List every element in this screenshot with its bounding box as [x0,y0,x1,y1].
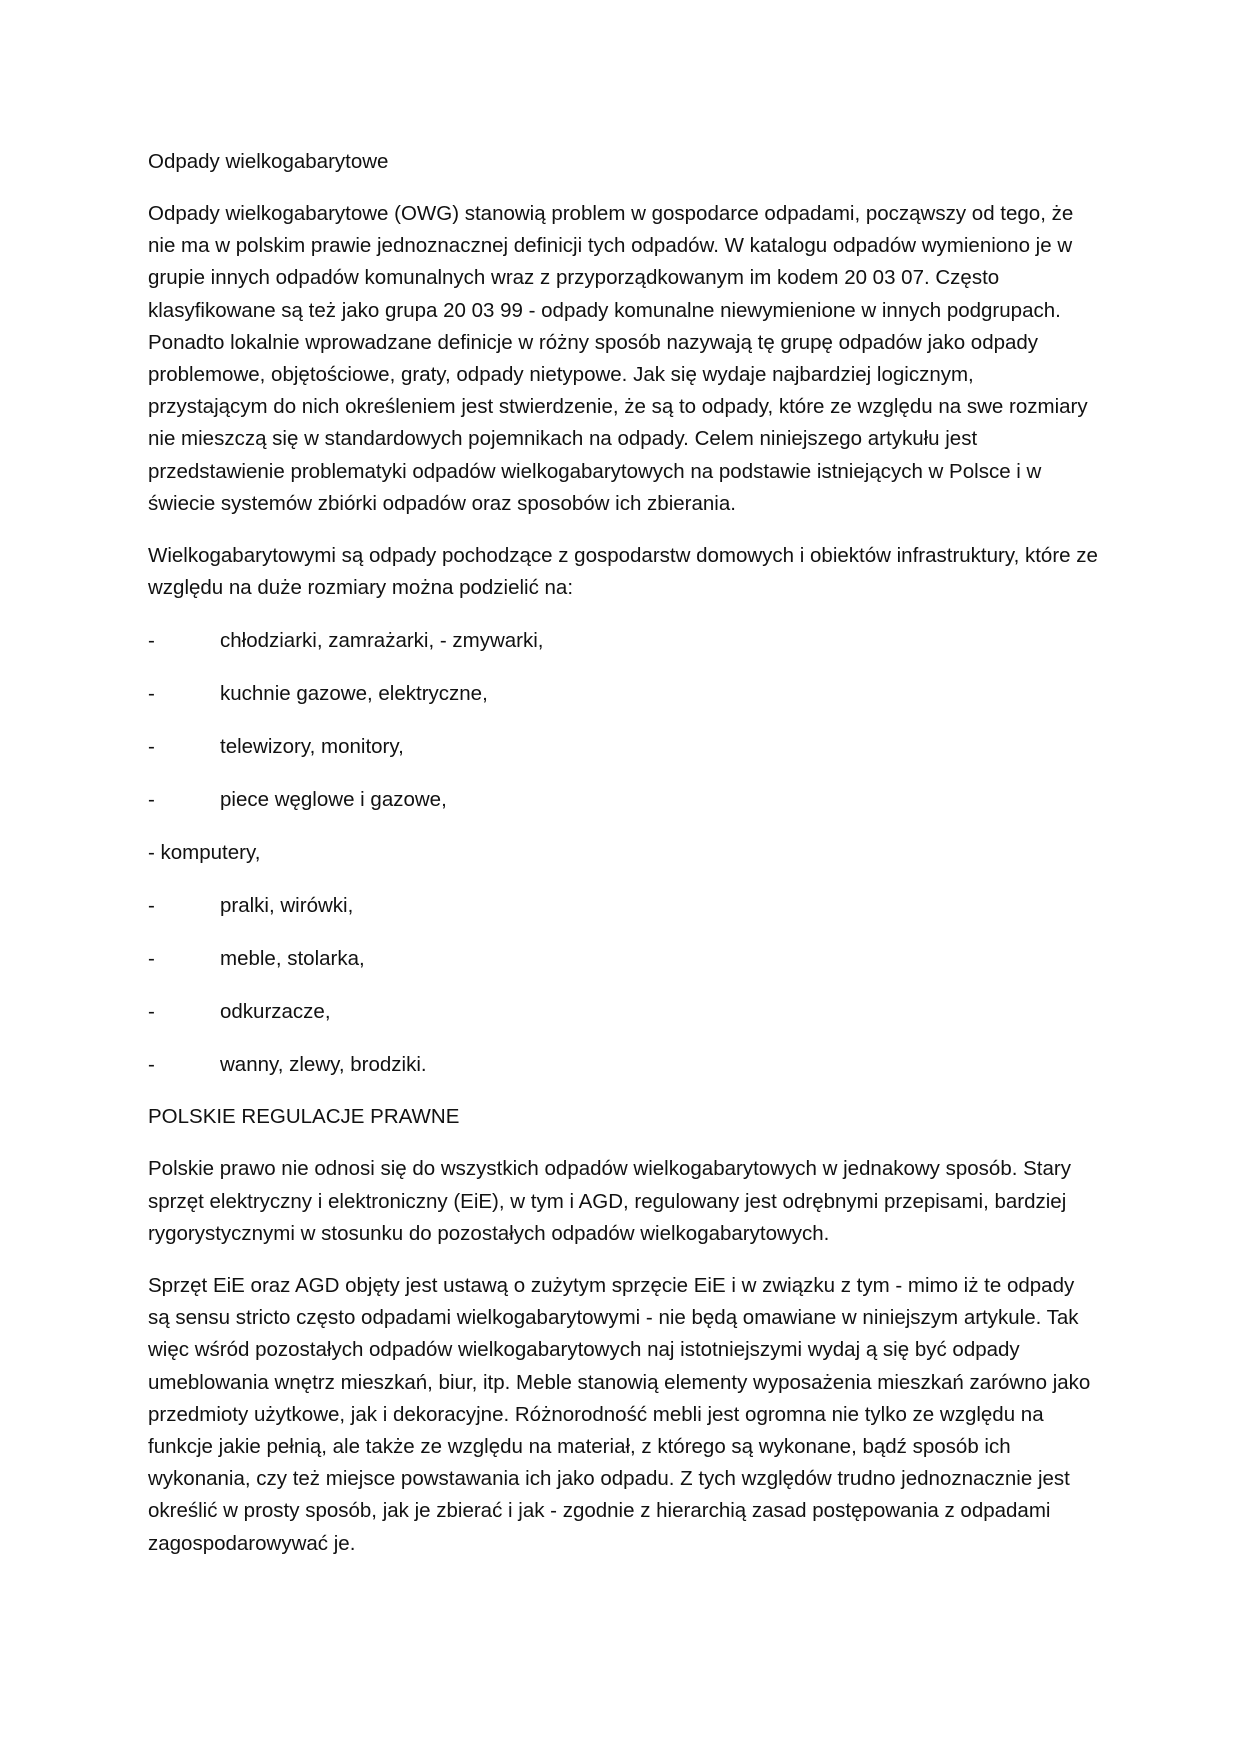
list-dash: - [148,682,155,706]
list-dash: - [148,947,155,971]
document-page [148,146,1098,1580]
list-item-text: meble, stolarka, [220,947,365,971]
list-item-text: kuchnie gazowe, elektryczne, [220,682,488,706]
list-item [148,625,1098,657]
list-item [148,731,1098,763]
list-item-text: - komputery, [148,841,261,865]
list-dash: - [148,1053,155,1077]
list-item [148,943,1098,975]
list-dash: - [148,629,155,653]
waste-type-list [148,625,1098,1081]
list-item-text: chłodziarki, zamrażarki, - zmywarki, [220,629,544,653]
list-item-text: piece węglowe i gazowe, [220,788,447,812]
final-paragraph: Sprzęt EiE oraz AGD objęty jest ustawą o zużytym sprzęcie EiE i w związku z tym - mimo iż te odpady są sensu stricto często odpadami wielkogabarytowymi - nie będą omawiane w niniejszym artykule. Tak więc wśród pozostałych odpadów wielkogabarytowych naj istotniejszymi wydaj ą się być odpady umeblowania wnętrz mieszkań, biur, itp. Meble stanowią elementy wyposażenia mieszkań zarówno jako przedmioty użytkowe, jak i dekoracyjne. Różnorodność mebli jest ogromna nie tylko ze względu na funkcje jakie pełnią, ale także ze względu na materiał, z którego są wykonane, bądź sposób ich wykonania, czy też miejsce powstawania ich jako odpadu. Z tych względów trudno jednoznacznie jest określić w prosty sposób, jak je zbierać i jak - zgodnie z hierarchią zasad postępowania z odpadami zagospodarowywać je. [148,1274,1091,1555]
list-item [148,837,1098,869]
document-title: Odpady wielkogabarytowe [148,150,389,173]
list-item-text: wanny, zlewy, brodziki. [220,1053,427,1077]
list-dash: - [148,788,155,812]
list-item-text: odkurzacze, [220,1000,331,1024]
list-item [148,678,1098,710]
list-intro-paragraph: Wielkogabarytowymi są odpady pochodzące z gospodarstw domowych i obiektów infrastruktury, które ze względu na duże rozmiary można podzielić na: [148,544,1098,600]
list-item [148,890,1098,922]
list-dash: - [148,735,155,759]
list-item [148,996,1098,1028]
list-item [148,784,1098,816]
list-dash: - [148,1000,155,1024]
list-item-text: pralki, wirówki, [220,894,354,918]
list-dash: - [148,894,155,918]
law-paragraph: Polskie prawo nie odnosi się do wszystkich odpadów wielkogabarytowych w jednakowy sposób. Stary sprzęt elektryczny i elektroniczny (EiE), w tym i AGD, regulowany jest odrębnymi przepisami, bardziej rygorystycznymi w stosunku do pozostałych odpadów wielkogabarytowych. [148,1157,1071,1245]
list-item [148,1049,1098,1081]
section-heading: POLSKIE REGULACJE PRAWNE [148,1105,460,1129]
intro-paragraph: Odpady wielkogabarytowe (OWG) stanowią problem w gospodarce odpadami, począwszy od tego, że nie ma w polskim prawie jednoznacznej definicji tych odpadów. W katalogu odpadów wymieniono je w grupie innych odpadów komunalnych wraz z przyporządkowanym im kodem 20 03 07. Często klasyfikowane są też jako grupa 20 03 99 - odpady komunalne niewymienione w innych podgrupach. Ponadto lokalnie wprowadzane definicje w różny sposób nazywają tę grupę odpadów jako odpady problemowe, objętościowe, graty, odpady nietypowe. Jak się wydaje najbardziej logicznym, przystającym do nich określeniem jest stwierdzenie, że są to odpady, które ze względu na swe rozmiary nie mieszczą się w standardowych pojemnikach na odpady. Celem niniejszego artykułu jest przedstawienie problematyki odpadów wielkogabarytowych na podstawie istniejących w Polsce i w świecie systemów zbiórki odpadów oraz sposobów ich zbierania. [148,202,1088,515]
list-item-text: telewizory, monitory, [220,735,404,759]
